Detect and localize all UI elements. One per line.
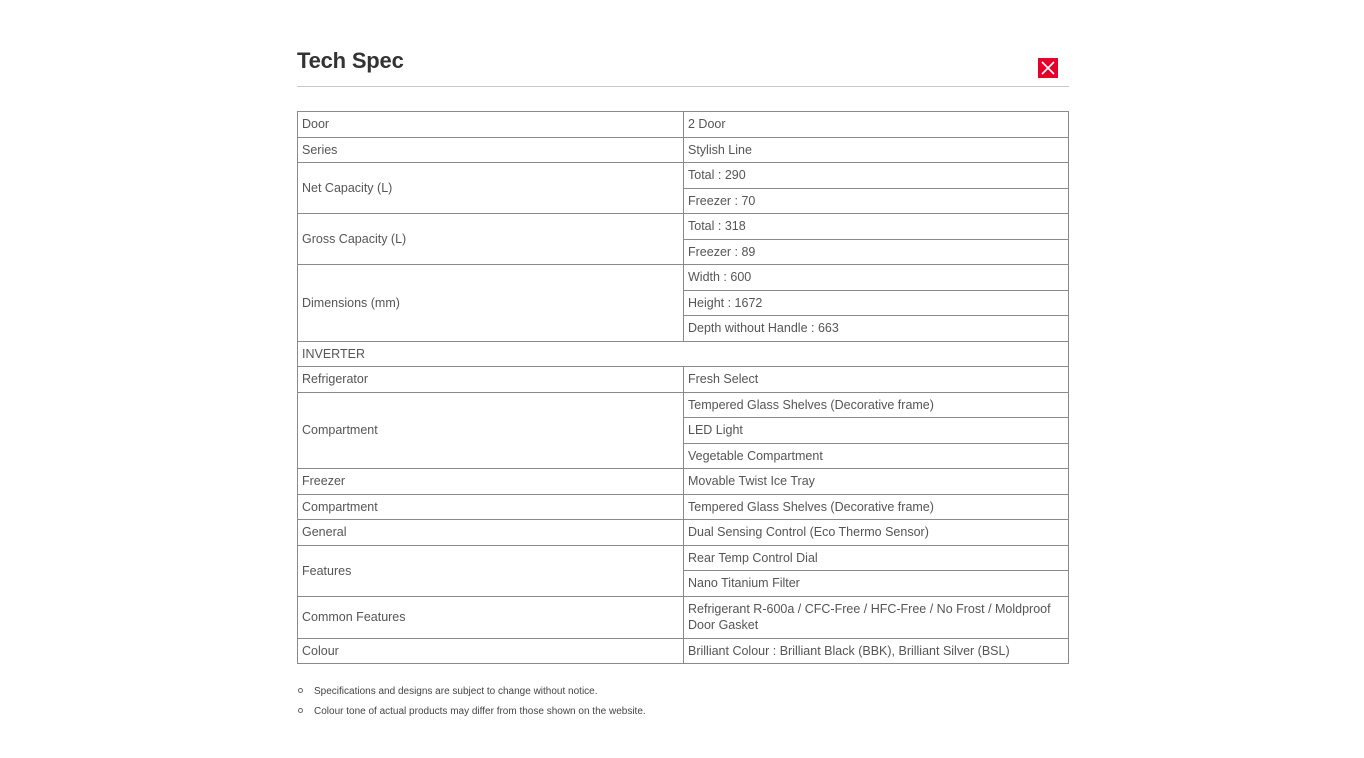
spec-label: Series [298,137,684,163]
spec-value: LED Light [684,418,1069,444]
spec-label: Net Capacity (L) [298,163,684,214]
spec-label: Gross Capacity (L) [298,214,684,265]
close-button[interactable] [1038,58,1058,78]
table-row [298,469,1069,495]
close-icon [1038,58,1058,78]
spec-value: Depth without Handle : 663 [684,316,1069,342]
spec-label: Compartment [298,392,684,469]
spec-label: Features [298,545,684,596]
table-row [298,137,1069,163]
spec-table [297,111,1069,664]
spec-value: 2 Door [684,112,1069,138]
bullet-icon [298,688,303,693]
spec-label: Freezer [298,469,684,495]
section-header: INVERTER [298,341,1069,367]
spec-value: Brilliant Colour : Brilliant Black (BBK), Brilliant Silver (BSL) [684,638,1069,664]
spec-value: Movable Twist Ice Tray [684,469,1069,495]
spec-label: General [298,520,684,546]
bullet-icon [298,708,303,713]
spec-value: Freezer : 89 [684,239,1069,265]
spec-label: Compartment [298,494,684,520]
spec-value: Tempered Glass Shelves (Decorative frame) [684,494,1069,520]
disclaimer-list [297,684,646,724]
spec-value: Freezer : 70 [684,188,1069,214]
table-row [298,214,1069,240]
table-row [298,596,1069,638]
table-row [298,494,1069,520]
spec-label: Door [298,112,684,138]
title-divider [297,86,1069,87]
table-row [298,638,1069,664]
table-row [298,392,1069,418]
disclaimer-text: Specifications and designs are subject to change without notice. [314,686,598,697]
spec-value: Total : 290 [684,163,1069,189]
spec-value: Vegetable Compartment [684,443,1069,469]
spec-value: Total : 318 [684,214,1069,240]
spec-value: Height : 1672 [684,290,1069,316]
spec-value: Stylish Line [684,137,1069,163]
table-row [298,367,1069,393]
table-row [298,163,1069,189]
table-row [298,112,1069,138]
spec-value: Rear Temp Control Dial [684,545,1069,571]
spec-label: Refrigerator [298,367,684,393]
spec-value: Tempered Glass Shelves (Decorative frame) [684,392,1069,418]
spec-value: Nano Titanium Filter [684,571,1069,597]
spec-value: Dual Sensing Control (Eco Thermo Sensor) [684,520,1069,546]
table-row [298,520,1069,546]
disclaimer-text: Colour tone of actual products may differ from those shown on the website. [314,706,646,717]
table-row [298,545,1069,571]
spec-label: Common Features [298,596,684,638]
spec-value: Refrigerant R-600a / CFC-Free / HFC-Free / No Frost / Moldproof Door Gasket [684,596,1069,638]
modal-title: Tech Spec [297,48,404,73]
spec-value: Width : 600 [684,265,1069,291]
list-item [297,704,646,724]
table-row [298,265,1069,291]
spec-label: Dimensions (mm) [298,265,684,342]
spec-label: Colour [298,638,684,664]
table-row [298,341,1069,367]
list-item [297,684,646,704]
spec-value: Fresh Select [684,367,1069,393]
